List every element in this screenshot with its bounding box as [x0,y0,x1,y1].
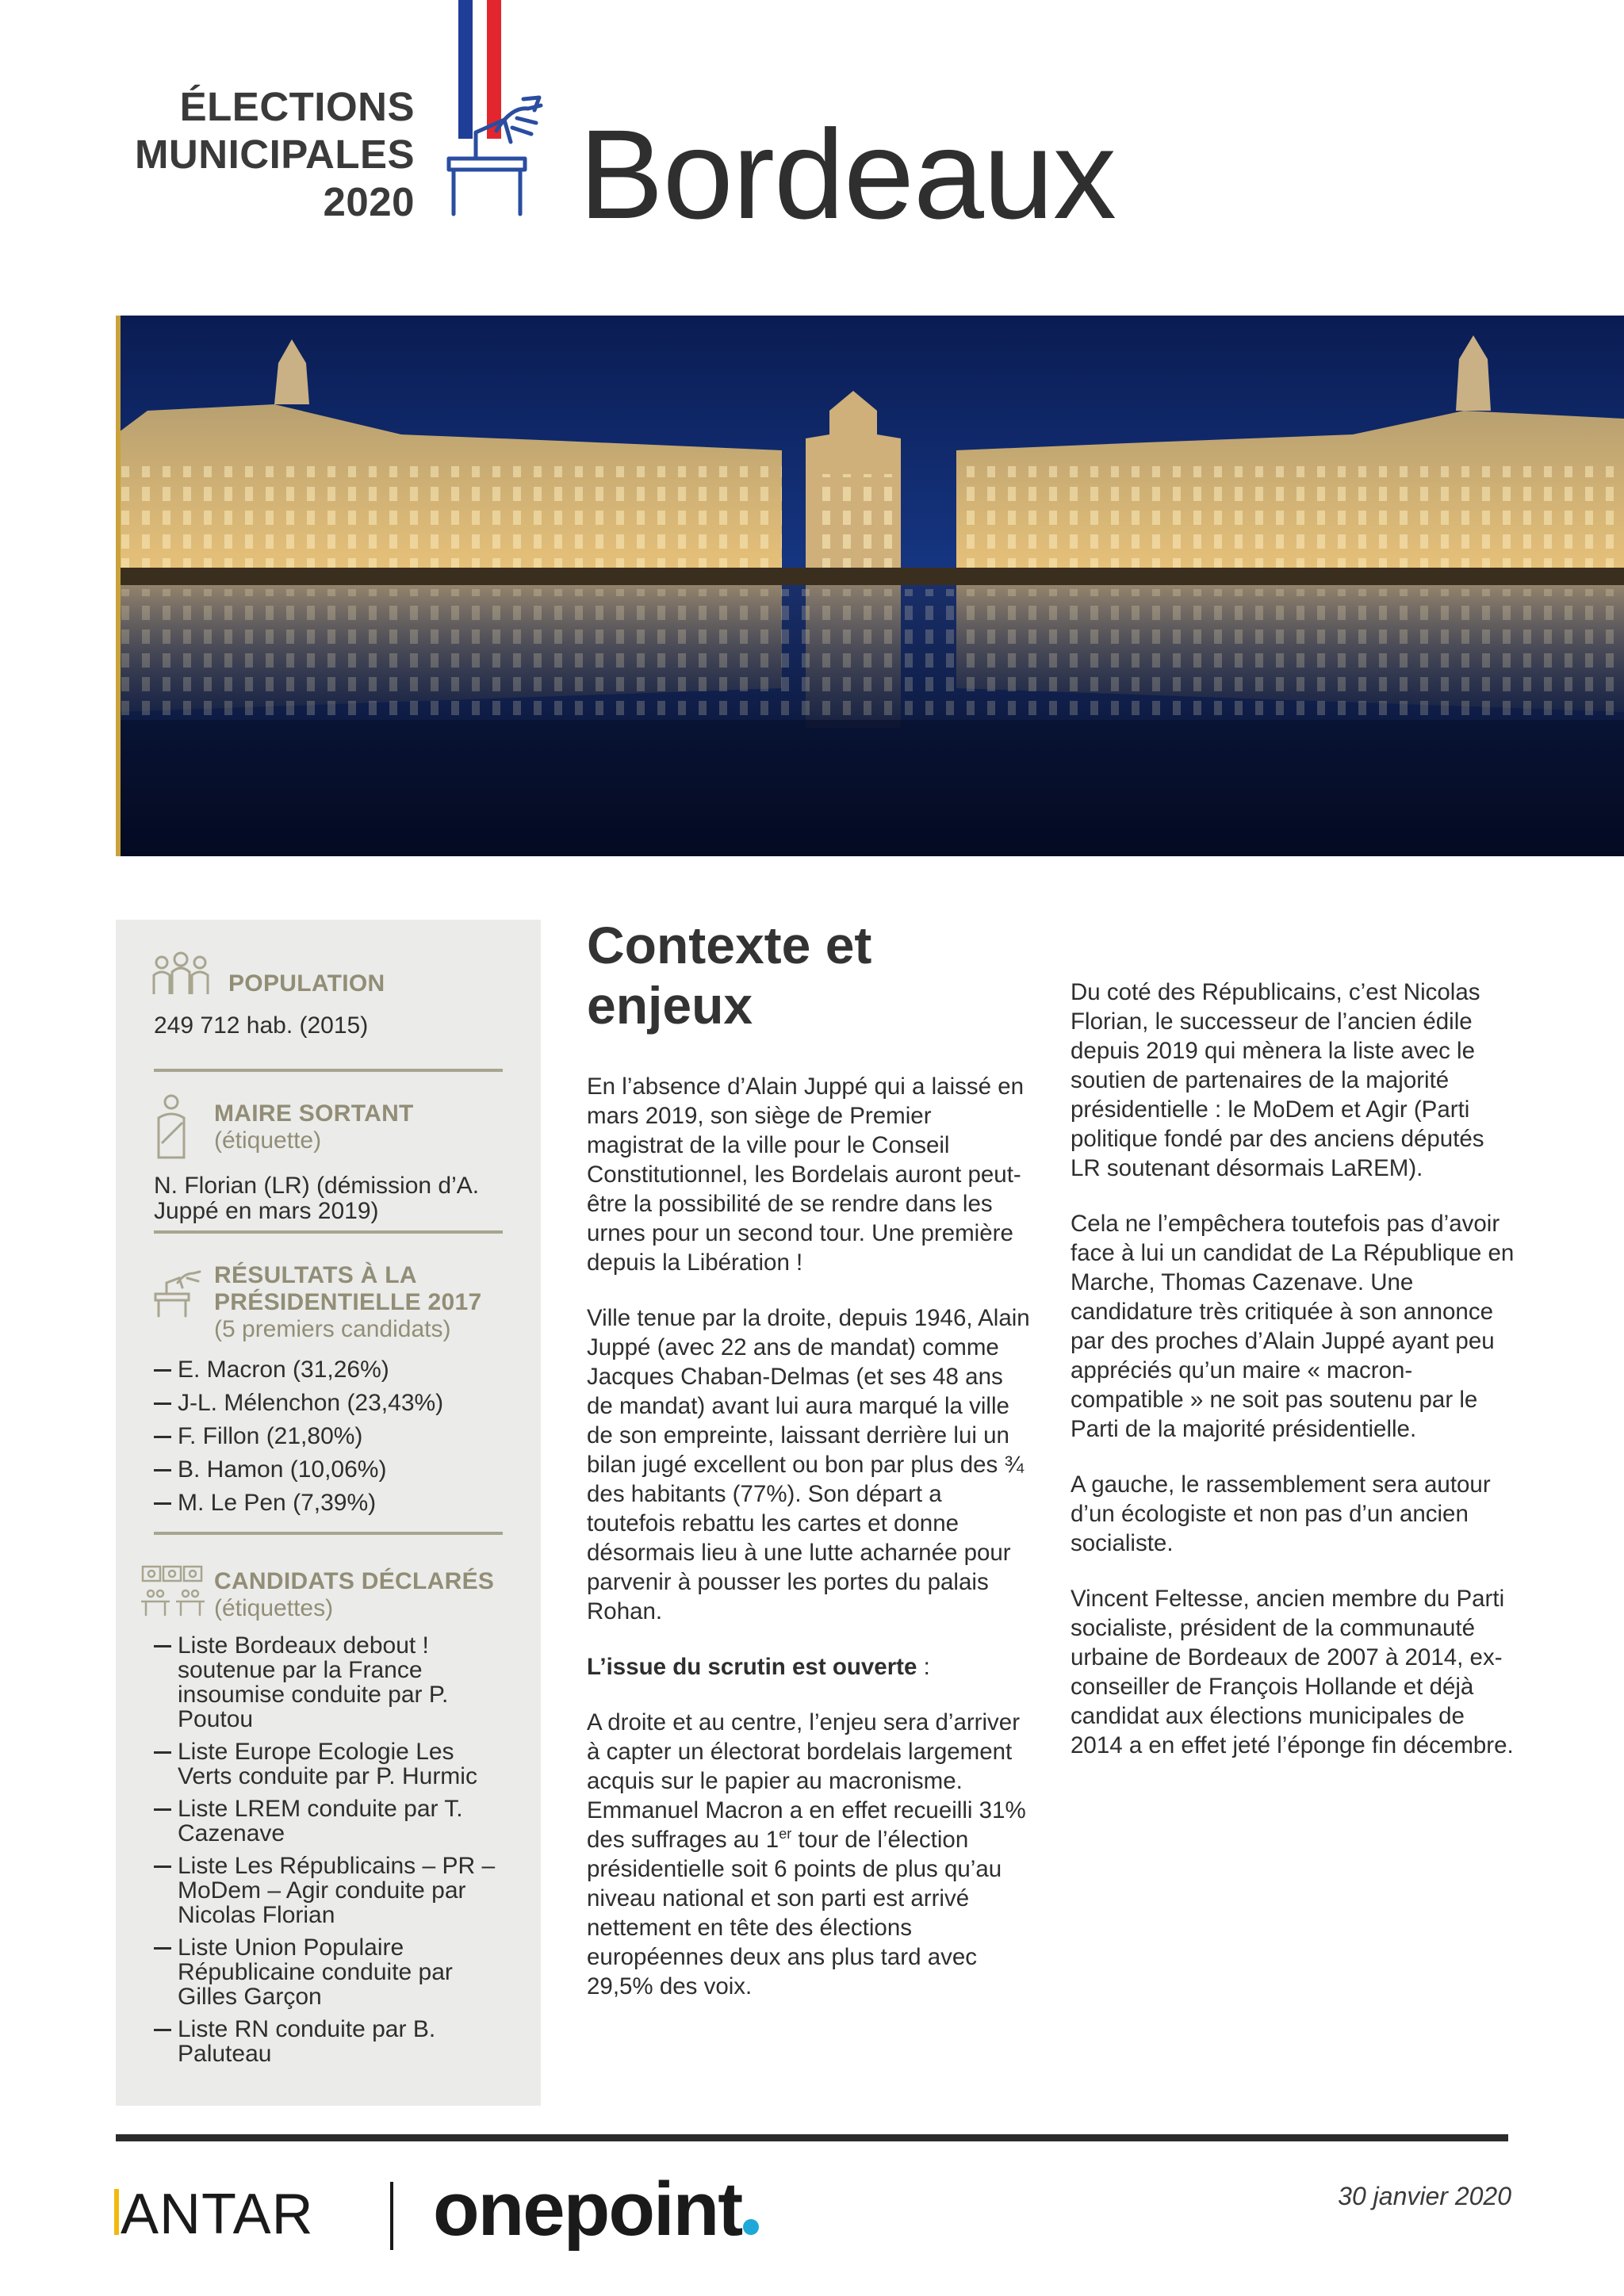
list-item: Liste Europe Ecologie Les Verts conduite par P. Hurmic [154,1739,503,1789]
article-column-2 [1071,978,1515,1786]
list-item: Liste Bordeaux debout ! soutenue par la France insoumise conduite par P. Poutou [154,1633,503,1732]
article-column-1 [587,1072,1031,2027]
candidates-heading: CANDIDATS DÉCLARÉS [214,1568,495,1594]
list-item: E. Macron (31,26%) [154,1357,503,1382]
list-item: Liste Union Populaire Républicaine conduite par Gilles Garçon [154,1935,503,2009]
candidates-sub: (étiquettes) [214,1595,334,1621]
ballot-box-vote-icon [441,83,552,218]
presidential-results-list [154,1357,503,1515]
sidebar-divider [154,1230,503,1234]
article-paragraph: En l’absence d’Alain Juppé qui a laissé en mars 2019, son siège de Premier magistrat de la ville pour le Conseil Constitutionnel, les Bordelais auront peut-être la possibilité de se rendre dans les urnes pour un second tour. Une première depuis la Libération ! [587,1073,1025,1276]
sidebar-divider [154,1532,503,1535]
people-icon [151,951,211,996]
mayor-sub: (étiquette) [214,1127,322,1154]
ballot-box-icon [152,1267,201,1318]
article-title: Contexte et enjeux [587,916,872,1035]
mayor-icon [154,1094,189,1159]
onepoint-logo-dot [743,2219,759,2235]
presidential-heading: RÉSULTATS À LA PRÉSIDENTIELLE 2017 [214,1262,482,1315]
mayor-heading: MAIRE SORTANT [214,1100,414,1127]
list-item: M. Le Pen (7,39%) [154,1490,503,1515]
place-de-la-bourse-night-photo [116,316,1624,856]
list-item: J-L. Mélenchon (23,43%) [154,1391,503,1415]
list-item: Liste Les Républicains – PR – MoDem – Agir conduite par Nicolas Florian [154,1854,503,1927]
elections-line-2: MUNICIPALES [134,132,415,177]
list-item: F. Fillon (21,80%) [154,1424,503,1448]
mayor-text: N. Florian (LR) (démission d’A. Juppé en mars 2019) [154,1173,480,1224]
photo-accent-bar [116,316,121,856]
footer-rule [116,2134,1508,2141]
article-paragraph: Du coté des Républicains, c’est Nicolas Florian, le successeur de l’ancien édile depuis 2019 qui mènera la liste avec le soutien de partenaires de la majorité présidentielle : le MoDem et Agir (Parti politique fondé par des anciens députés LR soutenant désormais LaREM). [1071,979,1484,1181]
article-paragraph: Cela ne l’empêchera toutefois pas d’avoir face à lui un candidat de La République en Marche, Thomas Cazenave. Une candidature très critiquée à son annonce par des proches d’Alain Juppé ayant peu appréciés qu’un maire « macron-compatible » ne soit pas soutenu par le Parti de la majorité présidentielle. [1071,1211,1515,1442]
candidates-list [154,1633,503,2066]
population-value: 249 712 hab. (2015) [154,1012,369,1039]
article-paragraph: Ville tenue par la droite, depuis 1946, Alain Juppé (avec 22 ans de mandat) comme Jacques Chaban-Delmas (et ses 48 ans de mandat) avant lui aura marqué la ville de son empreinte, laissant derrière lui un bilan jugé excellent ou bon par plus des ¾ des habitants (77%). Son départ a toutefois rebattu les cartes et donne désormais lieu à une lutte acharnée pour parvenir à pousser les portes du palais Rohan. [587,1305,1030,1624]
presidential-sub: (5 premiers candidats) [214,1316,451,1342]
candidates-icon [140,1563,206,1619]
sidebar-key-facts [116,920,541,2106]
kantar-logo [114,2183,314,2246]
list-item: Liste LREM conduite par T. Cazenave [154,1797,503,1846]
list-item: Liste RN conduite par B. Paluteau [154,2017,503,2066]
article-paragraph: L’issue du scrutin est ouverte : [587,1654,930,1680]
onepoint-logo-text: onepoint [433,2167,742,2252]
city-title: Bordeaux [579,103,1116,245]
article-paragraph: A droite et au centre, l’enjeu sera d’arriver à capter un électorat bordelais largement acquis sur le papier au macronisme. Emmanuel Macron a en effet recueilli 31% des suffrages au 1er tour de l’élection présidentielle soit 6 points de plus qu’au niveau national et son parti est arrivé nettement en tête des élections européennes deux ans plus tard avec 29,5% des voix. [587,1709,1026,1999]
article-paragraph: Vincent Feltesse, ancien membre du Parti socialiste, président de la communauté urbaine de Bordeaux de 2007 à 2014, ex-conseiller de François Hollande et déjà candidat aux élections municipales de 2014 a en effet jeté l’éponge fin décembre. [1071,1586,1514,1758]
publication-date: 30 janvier 2020 [1338,2182,1511,2210]
list-item: B. Hamon (10,06%) [154,1457,503,1482]
kantar-logo-bar [114,2189,119,2235]
sidebar-divider [154,1069,503,1072]
elections-line-1: ÉLECTIONS [179,84,415,129]
elections-label [135,83,415,226]
article-lead: L’issue du scrutin est ouverte [587,1654,917,1680]
article-paragraph: A gauche, le rassemblement sera autour d’un écologiste et non pas d’un ancien socialiste. [1071,1471,1491,1556]
onepoint-logo [433,2167,759,2252]
elections-line-3: 2020 [323,179,415,224]
population-heading: POPULATION [228,970,385,997]
footer-separator [390,2182,393,2250]
kantar-logo-text: ANTAR [121,2183,314,2246]
